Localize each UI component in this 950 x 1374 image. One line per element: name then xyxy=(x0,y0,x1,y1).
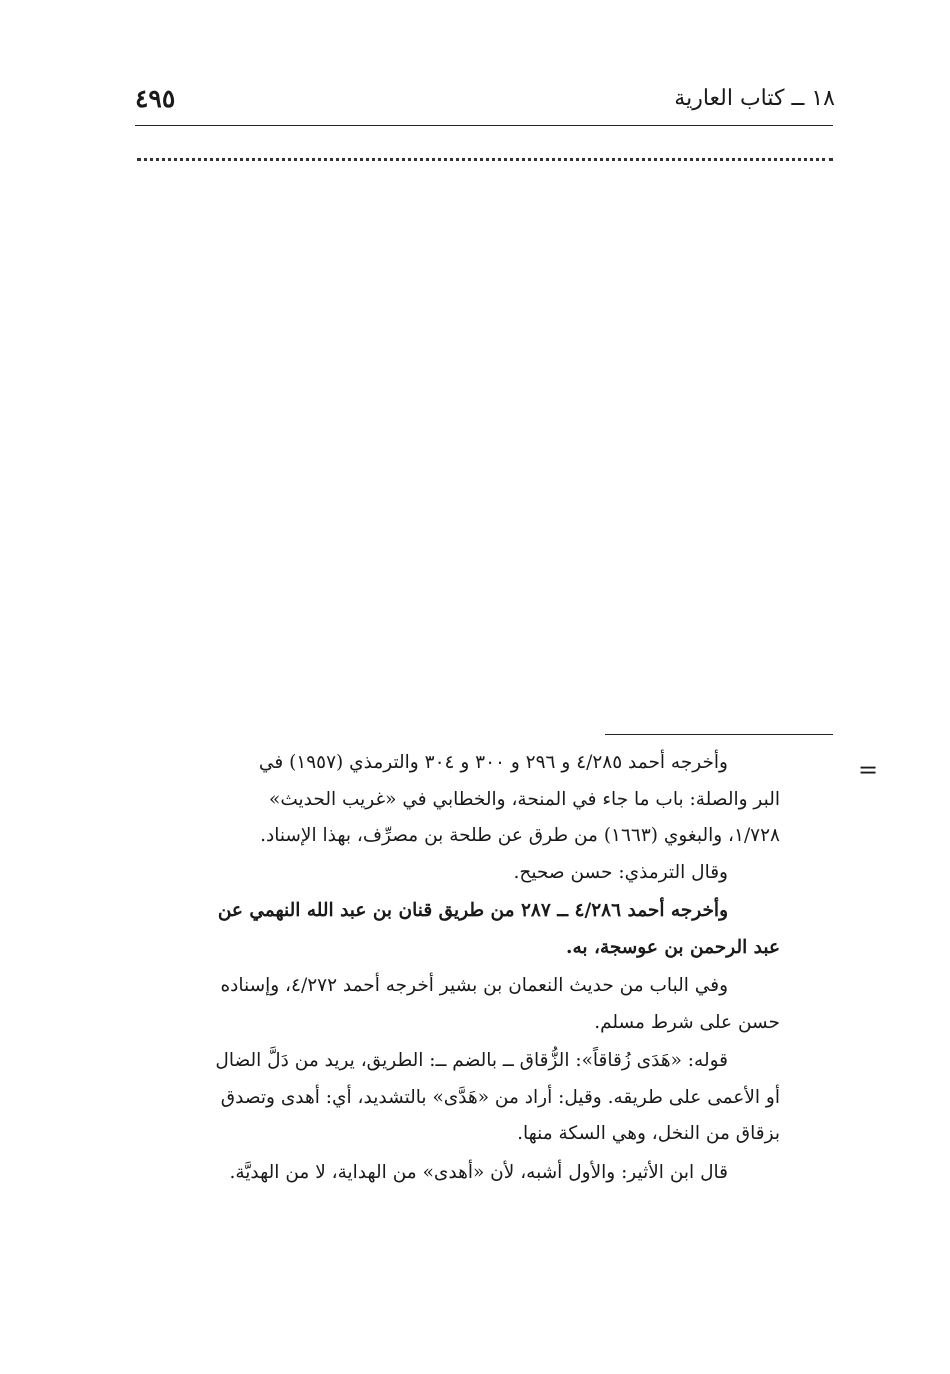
continuation-mark: = xyxy=(858,756,879,784)
footnote-separator xyxy=(605,734,833,735)
footnote-line: وفي الباب من حديث النعمان بن بشير أخرجه أحمد ٤/٢٧٢، وإسناده xyxy=(220,975,728,996)
ellipsis-line xyxy=(137,158,833,161)
footnote-line: قال ابن الأثير: والأول أشبه، لأن «أهدى» من الهداية، لا من الهديَّة. xyxy=(229,1161,728,1183)
footnote-paragraph xyxy=(130,968,780,1041)
footnote-line: وأخرجه أحمد ٤/٢٨٦ ــ ٢٨٧ من طريق قنان بن عبد الله النهمي عن xyxy=(217,900,728,921)
footnote-paragraph xyxy=(130,745,780,891)
footnote-line: أو الأعمى على طريقه. وقيل: أراد من «هَدَّى» بالتشديد، أي: أهدى وتصدق xyxy=(220,1086,780,1108)
running-title: ١٨ ــ كتاب العارية xyxy=(674,86,835,111)
footnote-line: عبد الرحمن بن عوسجة، به. xyxy=(566,936,780,958)
footnote-line: حسن على شرط مسلم. xyxy=(594,1011,780,1033)
footnote-paragraph xyxy=(130,1043,780,1153)
footnote-line: وقال الترمذي: حسن صحيح. xyxy=(513,861,728,883)
header-rule xyxy=(135,125,833,126)
page-number: ٤٩٥ xyxy=(135,84,176,113)
footnotes xyxy=(130,745,780,1193)
footnote-line: ١/٧٢٨، والبغوي (١٦٦٣) من طرق عن طلحة بن مصرِّف، بهذا الإسناد. xyxy=(260,825,780,846)
footnote-line: وأخرجه أحمد ٤/٢٨٥ و ٢٩٦ و ٣٠٠ و ٣٠٤ والترمذي (١٩٥٧) في xyxy=(258,752,728,773)
footnote-line: قوله: «هَدَى زُقاقاً»: الزُّقاق ــ بالضم ــ: الطريق، يريد من دَلَّ الضال xyxy=(215,1050,728,1071)
footnote-line: بزقاق من النخل، وهي السكة منها. xyxy=(517,1123,780,1144)
footnote-paragraph xyxy=(130,893,780,966)
page-header xyxy=(135,82,835,124)
footnote-paragraph xyxy=(130,1155,780,1192)
footnote-line: البر والصلة: باب ما جاء في المنحة، والخطابي في «غريب الحديث» xyxy=(269,788,780,810)
